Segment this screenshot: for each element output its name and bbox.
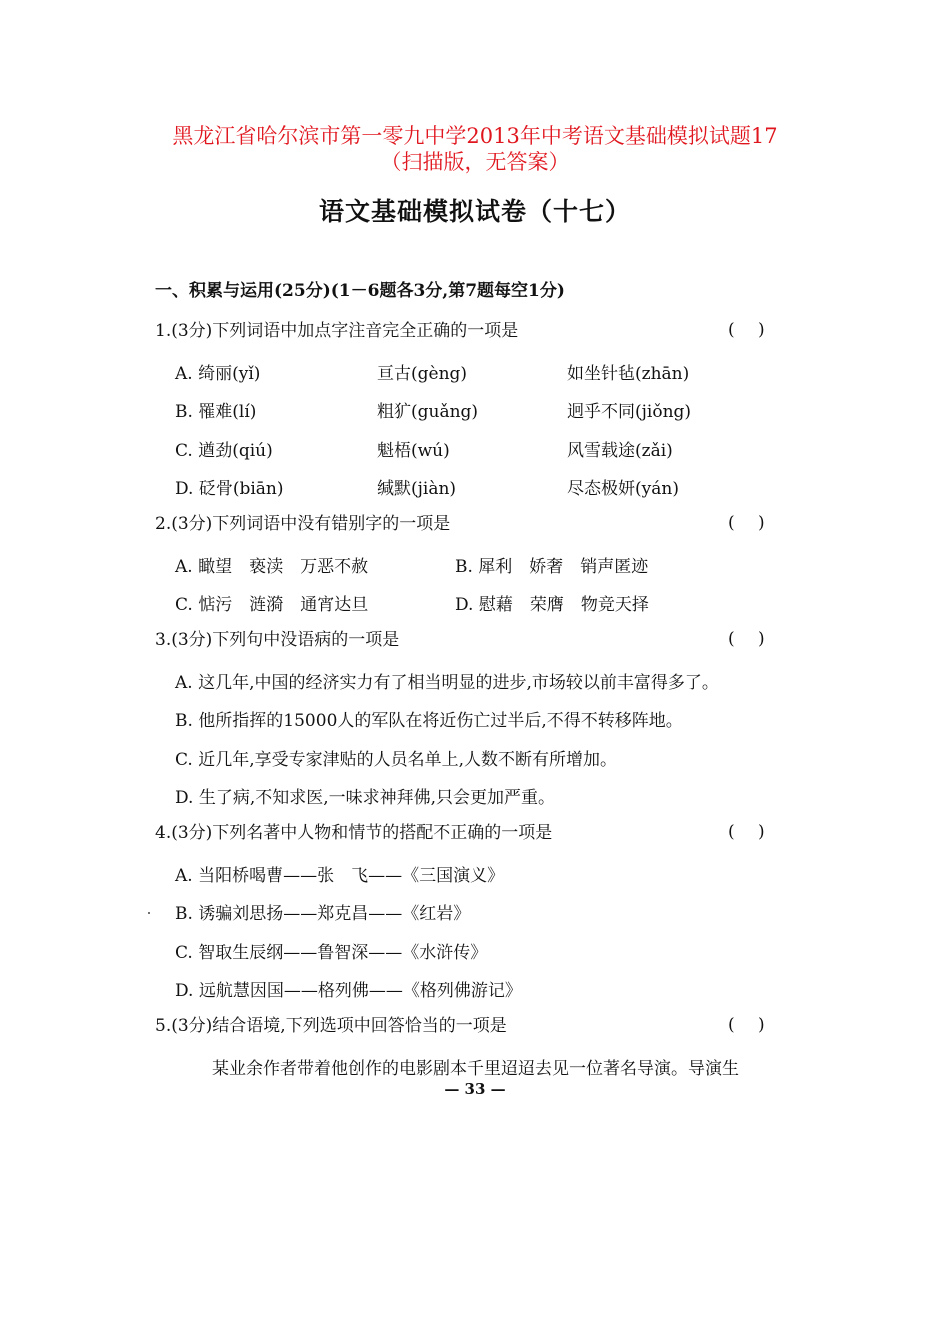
answer-bracket: ( ) bbox=[728, 1015, 765, 1035]
page-number: — 33 — bbox=[444, 1080, 506, 1098]
q1-option-c-word2: 魁梧(wú) bbox=[377, 441, 450, 461]
q1-option-d-word3: 尽态极妍(yán) bbox=[567, 479, 679, 499]
q1-option-c-word3: 风雪载途(zǎi) bbox=[567, 441, 673, 461]
q2-option-c: C. 惦污 涟漪 通宵达旦 bbox=[175, 595, 369, 615]
question-3-stem: 3.(3分)下列句中没语病的一项是 bbox=[155, 630, 400, 650]
q4-option-d: D. 远航慧因国——格列佛——《格列佛游记》 bbox=[175, 981, 522, 1001]
q1-option-a-word3: 如坐针毡(zhān) bbox=[567, 364, 690, 384]
q3-option-b: B. 他所指挥的15000人的军队在将近伤亡过半后,不得不转移阵地。 bbox=[175, 711, 683, 731]
q1-option-d: D. 砭骨(biān) bbox=[175, 479, 284, 499]
scan-speck bbox=[148, 912, 150, 914]
answer-bracket: ( ) bbox=[728, 513, 765, 533]
q1-option-c: C. 遒劲(qiú) bbox=[175, 441, 273, 461]
question-2-stem: 2.(3分)下列词语中没有错别字的一项是 bbox=[155, 514, 451, 534]
question-1-stem: 1.(3分)下列词语中加点字注音完全正确的一项是 bbox=[155, 321, 519, 341]
q3-option-c: C. 近几年,享受专家津贴的人员名单上,人数不断有所增加。 bbox=[175, 750, 618, 770]
question-4-stem: 4.(3分)下列名著中人物和情节的搭配不正确的一项是 bbox=[155, 823, 553, 843]
paper-title: 语文基础模拟试卷（十七） bbox=[318, 197, 631, 226]
q3-option-a: A. 这几年,中国的经济实力有了相当明显的进步,市场较以前丰富得多了。 bbox=[175, 673, 719, 693]
q2-option-b: B. 犀利 娇奢 销声匿迹 bbox=[455, 557, 649, 577]
q1-option-a-word2: 亘古(gèng) bbox=[377, 364, 468, 384]
q1-option-b: B. 罹难(lí) bbox=[175, 402, 257, 422]
q4-option-c: C. 智取生辰纲——鲁智深——《水浒传》 bbox=[175, 943, 488, 963]
q3-option-d: D. 生了病,不知求医,一味求神拜佛,只会更加严重。 bbox=[175, 788, 556, 808]
question-5-stem: 5.(3分)结合语境,下列选项中回答恰当的一项是 bbox=[155, 1016, 507, 1036]
q4-option-a: A. 当阳桥喝曹——张 飞——《三国演义》 bbox=[175, 866, 505, 886]
q1-option-d-word2: 缄默(jiàn) bbox=[377, 479, 457, 499]
answer-bracket: ( ) bbox=[728, 822, 765, 842]
q1-option-b-word2: 粗犷(guǎng) bbox=[377, 402, 479, 422]
section-heading: 一、积累与运用(25分)(1－6题各3分,第7题每空1分) bbox=[155, 281, 565, 301]
q4-option-b: B. 诱骗刘思扬——郑克昌——《红岩》 bbox=[175, 904, 471, 924]
q2-option-a: A. 瞰望 亵渎 万恶不赦 bbox=[175, 557, 369, 577]
answer-bracket: ( ) bbox=[728, 629, 765, 649]
q1-option-a: A. 绮丽(yǐ) bbox=[175, 364, 261, 384]
q1-option-b-word3: 迥乎不同(jiǒng) bbox=[567, 402, 692, 422]
q5-passage: 某业余作者带着他创作的电影剧本千里迢迢去见一位著名导演。导演生 bbox=[212, 1059, 739, 1079]
q2-option-d: D. 慰藉 荣膺 物竞天择 bbox=[455, 595, 649, 615]
document-subtitle: （扫描版，无答案） bbox=[380, 150, 570, 174]
answer-bracket: ( ) bbox=[728, 320, 765, 340]
document-title: 黑龙江省哈尔滨市第一零九中学2013年中考语文基础模拟试题17 bbox=[172, 124, 778, 148]
